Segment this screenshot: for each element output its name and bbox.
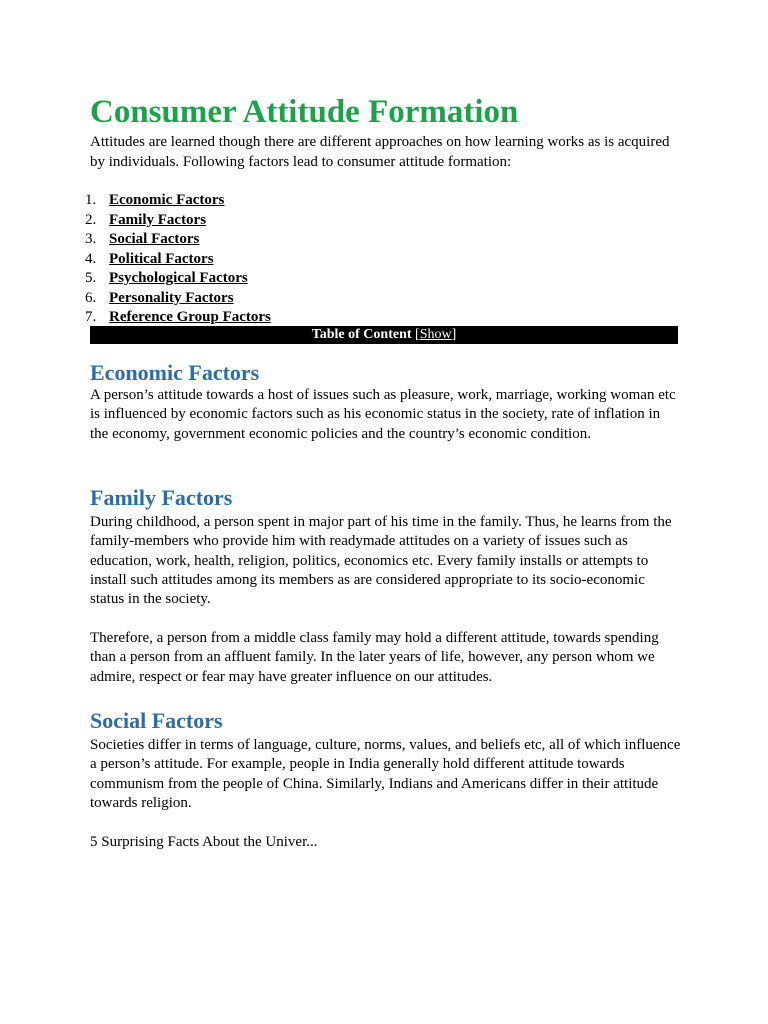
economic-paragraph: A person’s attitude towards a host of issues such as pleasure, work, marriage, working woman etc is influenced by economic factors such as his economic status in the society, rate of inflation in the economy, government economic policies and the country’s economic condition. [90,387,676,442]
toc-link-political-factors[interactable]: Political Factors [109,250,214,267]
table-of-content-bar [90,326,678,344]
toc-show-close-bracket: ] [451,327,457,342]
toc-link-social-factors[interactable]: Social Factors [109,231,200,247]
toc-link-family-factors[interactable]: Family Factors [109,211,207,228]
toc-item-number: 6 . [85,289,99,309]
toc-item-number: 2 . [85,211,99,231]
toc-link-economic-factors[interactable]: Economic Factors [109,192,225,208]
section-heading-economic: Economic Factors [90,360,260,385]
toc-link-personality-factors[interactable]: Personality Factors [109,289,234,306]
toc-link-psychological-factors[interactable]: Psychological Factors [109,270,248,286]
related-article-link[interactable]: 5 Surprising Facts About the Univer... [90,834,318,850]
toc-show-open-bracket: [ [415,327,420,342]
toc-item-number: 5 . [85,269,99,289]
section-heading-family: Family Factors [90,485,233,510]
social-paragraph: Societies differ in terms of language, culture, norms, values, and beliefs etc, all of which influence a person’s attitude. For example, people in India generally hold different attitude towards communism from the people of China. Similarly, Indians and Americans differ in their attitude towards religion. [90,737,681,811]
section-heading-social: Social Factors [90,708,223,733]
intro-paragraph: Attitudes are learned though there are different approaches on how learning works as is acquired by individuals. Following factors lead to consumer attitude formation: [90,134,670,170]
toc-item-number: 1 . [85,191,99,211]
family-paragraph-1: During childhood, a person spent in major part of his time in the family. Thus, he learns from the family-members who provide him with readymade attitudes on a variety of issues such as education, work, health, religion, politics, economics etc. Every family installs or attempts to install such attitudes among its members as are considered appropriate to its socio-economic status in the society. [90,514,672,608]
toc-link-reference-group-factors[interactable]: Reference Group Factors [109,309,271,325]
toc-item-number: 4 . [85,250,99,270]
family-paragraph-2: Therefore, a person from a middle class family may hold a different attitude, towards spending than a person from an affluent family. In the later years of life, however, any person whom we admire, respect or fear may have greater influence on our attitudes. [90,630,659,685]
toc-item-number: 3 . [85,230,99,250]
table-of-content-label: Table of Content [311,327,412,342]
toc-show-toggle[interactable]: Show [419,327,452,342]
toc-item-number: 7 . [85,308,99,328]
page-title: Consumer Attitude Formation [90,94,519,130]
